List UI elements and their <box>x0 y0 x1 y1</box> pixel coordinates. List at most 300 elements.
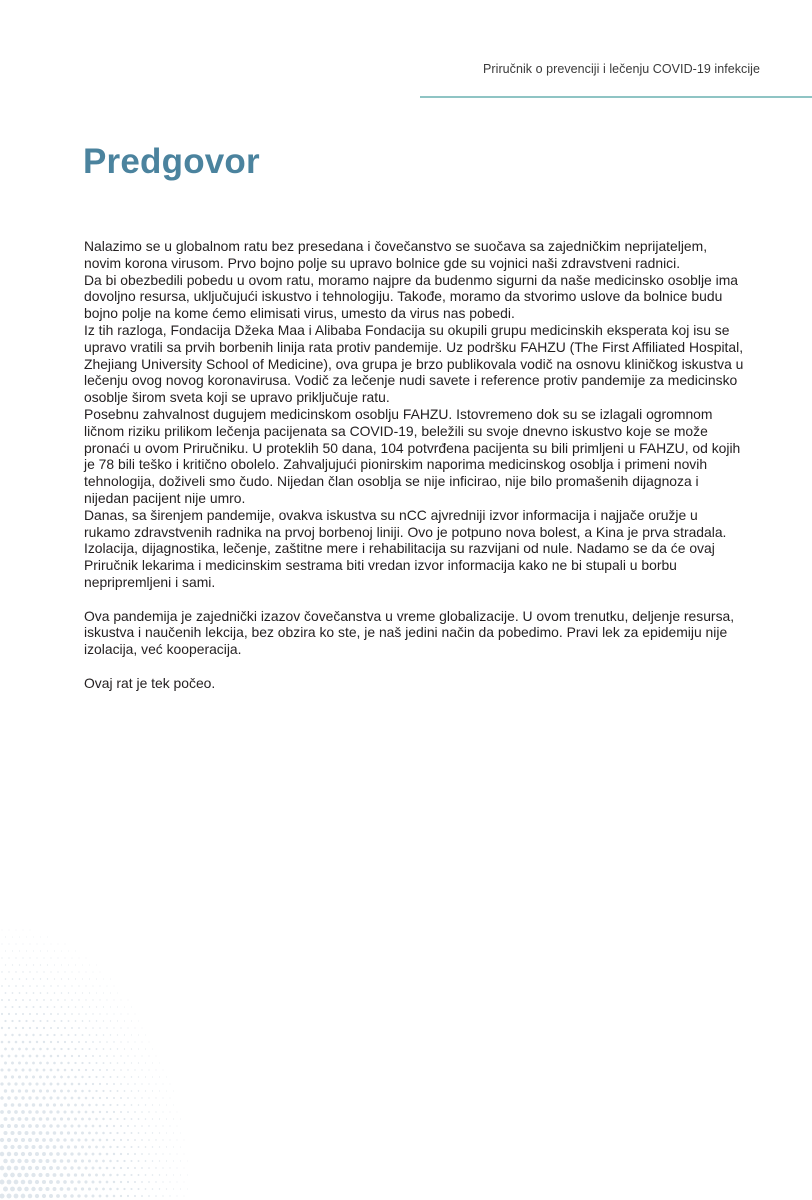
halftone-dot <box>25 1103 29 1107</box>
halftone-dot <box>99 1139 102 1142</box>
halftone-dot <box>131 1146 133 1148</box>
halftone-dot <box>134 1181 136 1183</box>
halftone-dot <box>56 1138 60 1142</box>
halftone-dot <box>180 1147 181 1148</box>
halftone-dot <box>110 1076 112 1078</box>
halftone-dot <box>28 1110 32 1114</box>
halftone-dot <box>85 1097 88 1100</box>
halftone-dot <box>26 964 27 965</box>
halftone-dot <box>43 1069 46 1072</box>
halftone-dot <box>141 1195 143 1197</box>
halftone-dot <box>88 1132 91 1135</box>
halftone-dot <box>89 1006 90 1007</box>
halftone-dot <box>134 1097 136 1099</box>
halftone-dot <box>78 985 79 986</box>
paragraph-4: Posebnu zahvalnost dugujem medicinskom osoblju FAHZU. Istovremeno dok su se izlagali ogromnom ličnom riziku prilikom lečenja pacijenata sa COVID-19, beležili su svoje dnevno iskustvo koje se može pronaći u ovom Priručniku. U proteklih 50 dana, 104 potvrđena pacijenta su bili primljeni u FAHZU, od kojih je 78 bili teško i kritično obolelo. Zahvaljujući pionirskim naporima medicinskog osoblja i primeni novih tehnologija, doživeli smo čudo. Nijedan član osoblja se nije inficirao, nije bilo promašenih dijagnoza i nijedan pacijent nije umro. <box>84 405 741 506</box>
halftone-dot <box>53 1173 57 1177</box>
halftone-dot <box>159 1146 160 1147</box>
halftone-dot <box>149 1056 150 1057</box>
halftone-dot <box>57 1055 59 1057</box>
halftone-dot <box>43 1055 46 1058</box>
halftone-dot <box>31 1159 35 1163</box>
halftone-dot <box>96 1034 98 1036</box>
foreword-body <box>84 238 744 692</box>
halftone-dot <box>14 1068 17 1071</box>
halftone-dot <box>159 1063 160 1064</box>
halftone-dot <box>148 1097 149 1098</box>
halftone-dot <box>81 1076 83 1078</box>
halftone-dot <box>40 964 41 965</box>
halftone-dot <box>63 1166 67 1170</box>
halftone-dot <box>7 1194 12 1199</box>
halftone-dot <box>96 979 97 980</box>
halftone-dot <box>1 1055 4 1058</box>
halftone-dot <box>57 1013 59 1015</box>
halftone-dot <box>170 1084 171 1085</box>
halftone-dot <box>32 1062 35 1065</box>
halftone-dot <box>131 1034 132 1035</box>
halftone-dot <box>106 1055 108 1057</box>
halftone-dot <box>71 1041 73 1043</box>
halftone-dot <box>127 1111 129 1113</box>
halftone-dot <box>61 992 63 994</box>
halftone-dot <box>64 1055 66 1057</box>
halftone-dot <box>155 1181 156 1182</box>
halftone-dot <box>30 930 31 931</box>
halftone-dot <box>149 1042 150 1043</box>
halftone-dot <box>117 1076 119 1078</box>
halftone-dot <box>81 1187 84 1190</box>
halftone-dot <box>16 930 17 931</box>
halftone-dot <box>109 1104 111 1106</box>
halftone-dot <box>14 1124 18 1128</box>
halftone-dot <box>18 1020 20 1022</box>
halftone-dot <box>116 1118 118 1120</box>
halftone-dot <box>4 1117 8 1121</box>
halftone-dot <box>53 1145 57 1149</box>
halftone-dot <box>1 1027 3 1029</box>
halftone-dot <box>70 1180 73 1183</box>
halftone-dot <box>92 1125 95 1128</box>
halftone-dot <box>49 1138 53 1142</box>
halftone-dot <box>145 1035 146 1036</box>
halftone-dot <box>11 1089 14 1092</box>
halftone-dot <box>148 1125 149 1126</box>
halftone-dot <box>42 1124 46 1128</box>
halftone-dot <box>110 1020 111 1021</box>
halftone-dot <box>162 1139 163 1140</box>
halftone-dot <box>29 971 30 972</box>
halftone-dot <box>28 1194 32 1198</box>
halftone-dot <box>92 985 93 986</box>
halftone-dot <box>99 1153 102 1156</box>
halftone-dot <box>12 950 13 951</box>
halftone-dot <box>159 1174 160 1175</box>
halftone-dot <box>113 1055 115 1057</box>
halftone-dot <box>78 1013 80 1015</box>
halftone-dot <box>28 1180 32 1184</box>
halftone-dot <box>18 1131 22 1135</box>
halftone-dot <box>166 1091 167 1092</box>
halftone-dot <box>117 1007 118 1008</box>
halftone-dot <box>71 1111 74 1114</box>
halftone-dot <box>64 1083 67 1086</box>
halftone-dot <box>102 1090 104 1092</box>
halftone-dot <box>47 951 48 952</box>
halftone-dot <box>57 1083 60 1086</box>
halftone-dot <box>85 1041 87 1043</box>
halftone-dot <box>0 1152 4 1156</box>
halftone-dot <box>131 1062 132 1063</box>
halftone-dot <box>11 1034 13 1036</box>
halftone-dot <box>113 1153 115 1155</box>
halftone-dot <box>116 1146 118 1148</box>
halftone-dot <box>1 971 2 972</box>
halftone-dot <box>74 1090 77 1093</box>
halftone-dot <box>40 992 42 994</box>
halftone-dot <box>127 1083 129 1085</box>
halftone-dot <box>10 1159 15 1164</box>
halftone-dot <box>17 1187 22 1192</box>
halftone-dot <box>131 1076 132 1077</box>
halftone-dot <box>96 1048 98 1050</box>
halftone-dot <box>53 1076 56 1079</box>
halftone-dot <box>148 1181 150 1183</box>
halftone-dot <box>131 1104 133 1106</box>
halftone-dot <box>170 1098 171 1099</box>
halftone-dot <box>11 1048 14 1051</box>
halftone-dot <box>138 1062 139 1063</box>
halftone-dot <box>19 937 20 938</box>
halftone-dot <box>110 993 111 994</box>
halftone-dot <box>120 1069 122 1071</box>
halftone-dot <box>67 1048 69 1050</box>
halftone-dot <box>35 1194 39 1198</box>
halftone-dot <box>166 1160 167 1161</box>
halftone-dot <box>78 1125 81 1128</box>
halftone-dot <box>7 1082 10 1085</box>
halftone-dot <box>15 1013 17 1015</box>
halftone-dot <box>106 1195 109 1198</box>
halftone-dot <box>50 1083 53 1086</box>
halftone-dot <box>145 1146 147 1148</box>
halftone-dot <box>64 1069 67 1072</box>
halftone-dot <box>70 1138 73 1141</box>
halftone-dot <box>117 1090 119 1092</box>
halftone-dot <box>184 1196 185 1197</box>
halftone-dot <box>4 1062 7 1065</box>
halftone-dot <box>110 979 111 980</box>
halftone-dot <box>78 1041 80 1043</box>
halftone-dot <box>12 978 14 980</box>
halftone-dot <box>39 1020 41 1022</box>
halftone-dot <box>78 1097 81 1100</box>
halftone-dot <box>31 1187 35 1191</box>
halftone-dot <box>152 1118 153 1119</box>
halftone-dot <box>4 1089 7 1092</box>
halftone-dot <box>15 1055 18 1058</box>
halftone-dot <box>42 1082 45 1085</box>
halftone-dot <box>40 1006 42 1008</box>
halftone-dot <box>141 1069 142 1070</box>
halftone-dot <box>145 1104 146 1105</box>
halftone-dot <box>127 1097 129 1099</box>
halftone-dot <box>92 1195 95 1198</box>
halftone-dot <box>152 1076 153 1077</box>
halftone-dot <box>81 1118 84 1121</box>
halftone-dot <box>177 1154 178 1155</box>
halftone-dot <box>53 1131 57 1135</box>
halftone-dot <box>155 1125 156 1126</box>
halftone-dot <box>127 1139 129 1141</box>
halftone-dot <box>42 1096 45 1099</box>
halftone-dot <box>8 971 9 972</box>
halftone-dot <box>56 1194 60 1198</box>
halftone-dot <box>0 1193 5 1198</box>
halftone-dot <box>19 992 21 994</box>
halftone-dot <box>127 1027 128 1028</box>
halftone-dot <box>36 1041 38 1043</box>
halftone-dot <box>92 1153 95 1156</box>
halftone-dot <box>120 1111 122 1113</box>
halftone-dot <box>0 1180 4 1185</box>
halftone-dot <box>177 1196 178 1197</box>
halftone-dot <box>25 1048 28 1051</box>
halftone-dot <box>61 978 62 979</box>
halftone-dot <box>63 1194 67 1198</box>
halftone-dot <box>81 1104 84 1107</box>
halftone-dot <box>67 1159 70 1162</box>
halftone-dot <box>10 1145 14 1149</box>
halftone-dot <box>99 1181 102 1184</box>
halftone-dot <box>88 1090 90 1092</box>
halftone-dot <box>155 1195 157 1197</box>
halftone-dot <box>159 1160 160 1161</box>
halftone-dot <box>102 1188 105 1191</box>
halftone-dot <box>166 1174 167 1175</box>
halftone-dot <box>173 1119 174 1120</box>
halftone-dot <box>70 1124 73 1127</box>
halftone-dot <box>18 1062 21 1065</box>
halftone-dot <box>127 1195 129 1197</box>
halftone-dot <box>1 1013 3 1015</box>
halftone-dot <box>135 1028 136 1029</box>
halftone-dot <box>46 1117 49 1120</box>
halftone-dot <box>47 964 48 965</box>
halftone-dot <box>68 1006 70 1008</box>
halftone-dot <box>170 1126 171 1127</box>
halftone-dot <box>131 1007 132 1008</box>
halftone-dot <box>92 1139 95 1142</box>
halftone-dot <box>142 1042 143 1043</box>
halftone-dot <box>85 1139 88 1142</box>
halftone-dot <box>88 1118 91 1121</box>
halftone-dot <box>22 971 23 972</box>
halftone-dot <box>15 957 16 958</box>
halftone-dot <box>106 999 107 1000</box>
halftone-dot <box>14 1194 19 1199</box>
paragraph-7: Ovaj rat je tek počeo. <box>84 674 216 691</box>
halftone-dot <box>60 1159 64 1163</box>
halftone-dot <box>180 1161 181 1162</box>
halftone-dot <box>0 1138 4 1142</box>
halftone-dot <box>77 1180 80 1183</box>
halftone-dot <box>131 1021 132 1022</box>
halftone-dot <box>184 1182 185 1183</box>
halftone-dot <box>42 1152 46 1156</box>
halftone-dot <box>8 1041 11 1044</box>
halftone-dot <box>33 1006 35 1008</box>
halftone-dot <box>95 1174 98 1177</box>
halftone-dot <box>99 1041 101 1043</box>
halftone-dot <box>36 1027 38 1029</box>
halftone-dot <box>88 1062 90 1064</box>
halftone-dot <box>71 971 72 972</box>
halftone-dot <box>145 1090 146 1091</box>
halftone-dot <box>14 1082 17 1085</box>
halftone-dot <box>84 1194 87 1197</box>
halftone-dot <box>110 1062 112 1064</box>
halftone-dot <box>148 1167 150 1169</box>
halftone-dot <box>74 1187 77 1190</box>
halftone-dot <box>22 1055 25 1058</box>
halftone-dot <box>25 1062 28 1065</box>
halftone-dot <box>22 999 24 1001</box>
halftone-dot <box>67 1062 69 1064</box>
halftone-dot <box>24 1159 28 1163</box>
halftone-dot <box>92 1181 95 1184</box>
halftone-dot <box>75 1034 77 1036</box>
halftone-dot <box>166 1132 167 1133</box>
halftone-dot <box>162 1167 163 1168</box>
halftone-dot <box>180 1119 181 1120</box>
halftone-dot <box>68 1020 70 1022</box>
halftone-dot <box>81 1173 84 1176</box>
halftone-dot <box>138 1174 140 1176</box>
halftone-dot <box>36 985 38 987</box>
halftone-dot <box>32 1103 35 1106</box>
halftone-dot <box>92 1167 95 1170</box>
halftone-dot <box>11 1020 13 1022</box>
halftone-dot <box>184 1140 185 1141</box>
halftone-dot <box>17 1145 21 1149</box>
halftone-dot <box>60 1034 62 1036</box>
halftone-dot <box>23 930 24 931</box>
halftone-dot <box>60 1048 62 1050</box>
halftone-dot <box>92 1069 94 1071</box>
halftone-dot <box>86 958 87 959</box>
halftone-dot <box>162 1195 163 1196</box>
halftone-dot <box>71 1097 74 1100</box>
halftone-dot <box>14 1110 18 1114</box>
halftone-dot <box>85 999 86 1000</box>
halftone-dot <box>12 964 13 965</box>
halftone-dot <box>18 1117 22 1121</box>
halftone-dot <box>4 1048 7 1051</box>
halftone-dot <box>37 944 38 945</box>
halftone-dot <box>124 1118 126 1120</box>
halftone-dot <box>25 1131 29 1135</box>
halftone-dot <box>103 1020 104 1021</box>
halftone-dot <box>47 978 48 979</box>
halftone-dot <box>56 1124 59 1127</box>
halftone-dot <box>36 1055 39 1058</box>
halftone-dot <box>103 1006 104 1007</box>
halftone-dot <box>99 1111 101 1113</box>
halftone-dot <box>29 1041 32 1044</box>
halftone-dot <box>46 1076 49 1079</box>
halftone-dot <box>96 1062 98 1064</box>
halftone-dot <box>54 964 55 965</box>
halftone-dot <box>46 1173 50 1177</box>
halftone-dot <box>148 1083 149 1084</box>
halftone-dot <box>43 957 44 958</box>
halftone-dot <box>35 1180 39 1184</box>
halftone-dot <box>14 1166 19 1171</box>
halftone-dot <box>79 972 80 973</box>
halftone-dot <box>152 1160 154 1162</box>
halftone-dot <box>63 1124 66 1127</box>
halftone-dot <box>67 1104 70 1107</box>
halftone-dot <box>15 985 17 987</box>
halftone-dot <box>123 1160 125 1162</box>
halftone-dot <box>46 1103 49 1106</box>
halftone-dot <box>120 1125 122 1127</box>
halftone-dot <box>162 1153 163 1154</box>
halftone-dot <box>113 1111 115 1113</box>
halftone-dot <box>89 1034 91 1036</box>
halftone-dot <box>78 999 79 1000</box>
halftone-dot <box>106 1027 107 1028</box>
halftone-dot <box>45 1187 49 1191</box>
halftone-dot <box>173 1147 174 1148</box>
halftone-dot <box>145 1132 147 1134</box>
halftone-dot <box>102 1104 104 1106</box>
halftone-dot <box>163 1084 164 1085</box>
halftone-dot <box>148 1111 149 1112</box>
halftone-dot <box>61 1020 63 1022</box>
halftone-dot <box>138 1021 139 1022</box>
halftone-dot <box>148 1153 150 1155</box>
halftone-dot <box>8 985 10 987</box>
halftone-dot <box>8 1055 11 1058</box>
halftone-dot <box>49 1166 53 1170</box>
halftone-dot <box>25 1089 28 1092</box>
halftone-dot <box>106 1083 108 1085</box>
halftone-dot <box>120 1097 122 1099</box>
halftone-dot <box>134 1055 135 1056</box>
halftone-dot <box>50 1069 53 1072</box>
halftone-dot <box>39 1131 43 1135</box>
halftone-dot <box>63 1180 67 1184</box>
halftone-dot <box>63 1110 66 1113</box>
halftone-dot <box>65 958 66 959</box>
halftone-dot <box>47 937 48 938</box>
halftone-dot <box>166 1105 167 1106</box>
halftone-dot <box>7 1068 10 1071</box>
halftone-dot <box>61 964 62 965</box>
halftone-dot <box>138 1188 140 1190</box>
halftone-dot <box>28 1124 32 1128</box>
halftone-dot <box>134 1111 136 1113</box>
halftone-dot <box>67 1187 71 1191</box>
halftone-dot <box>65 944 66 945</box>
halftone-dot <box>35 1138 39 1142</box>
halftone-dot <box>67 1034 69 1036</box>
halftone-dot <box>40 937 41 938</box>
halftone-dot <box>159 1132 160 1133</box>
halftone-dot <box>25 1020 27 1022</box>
